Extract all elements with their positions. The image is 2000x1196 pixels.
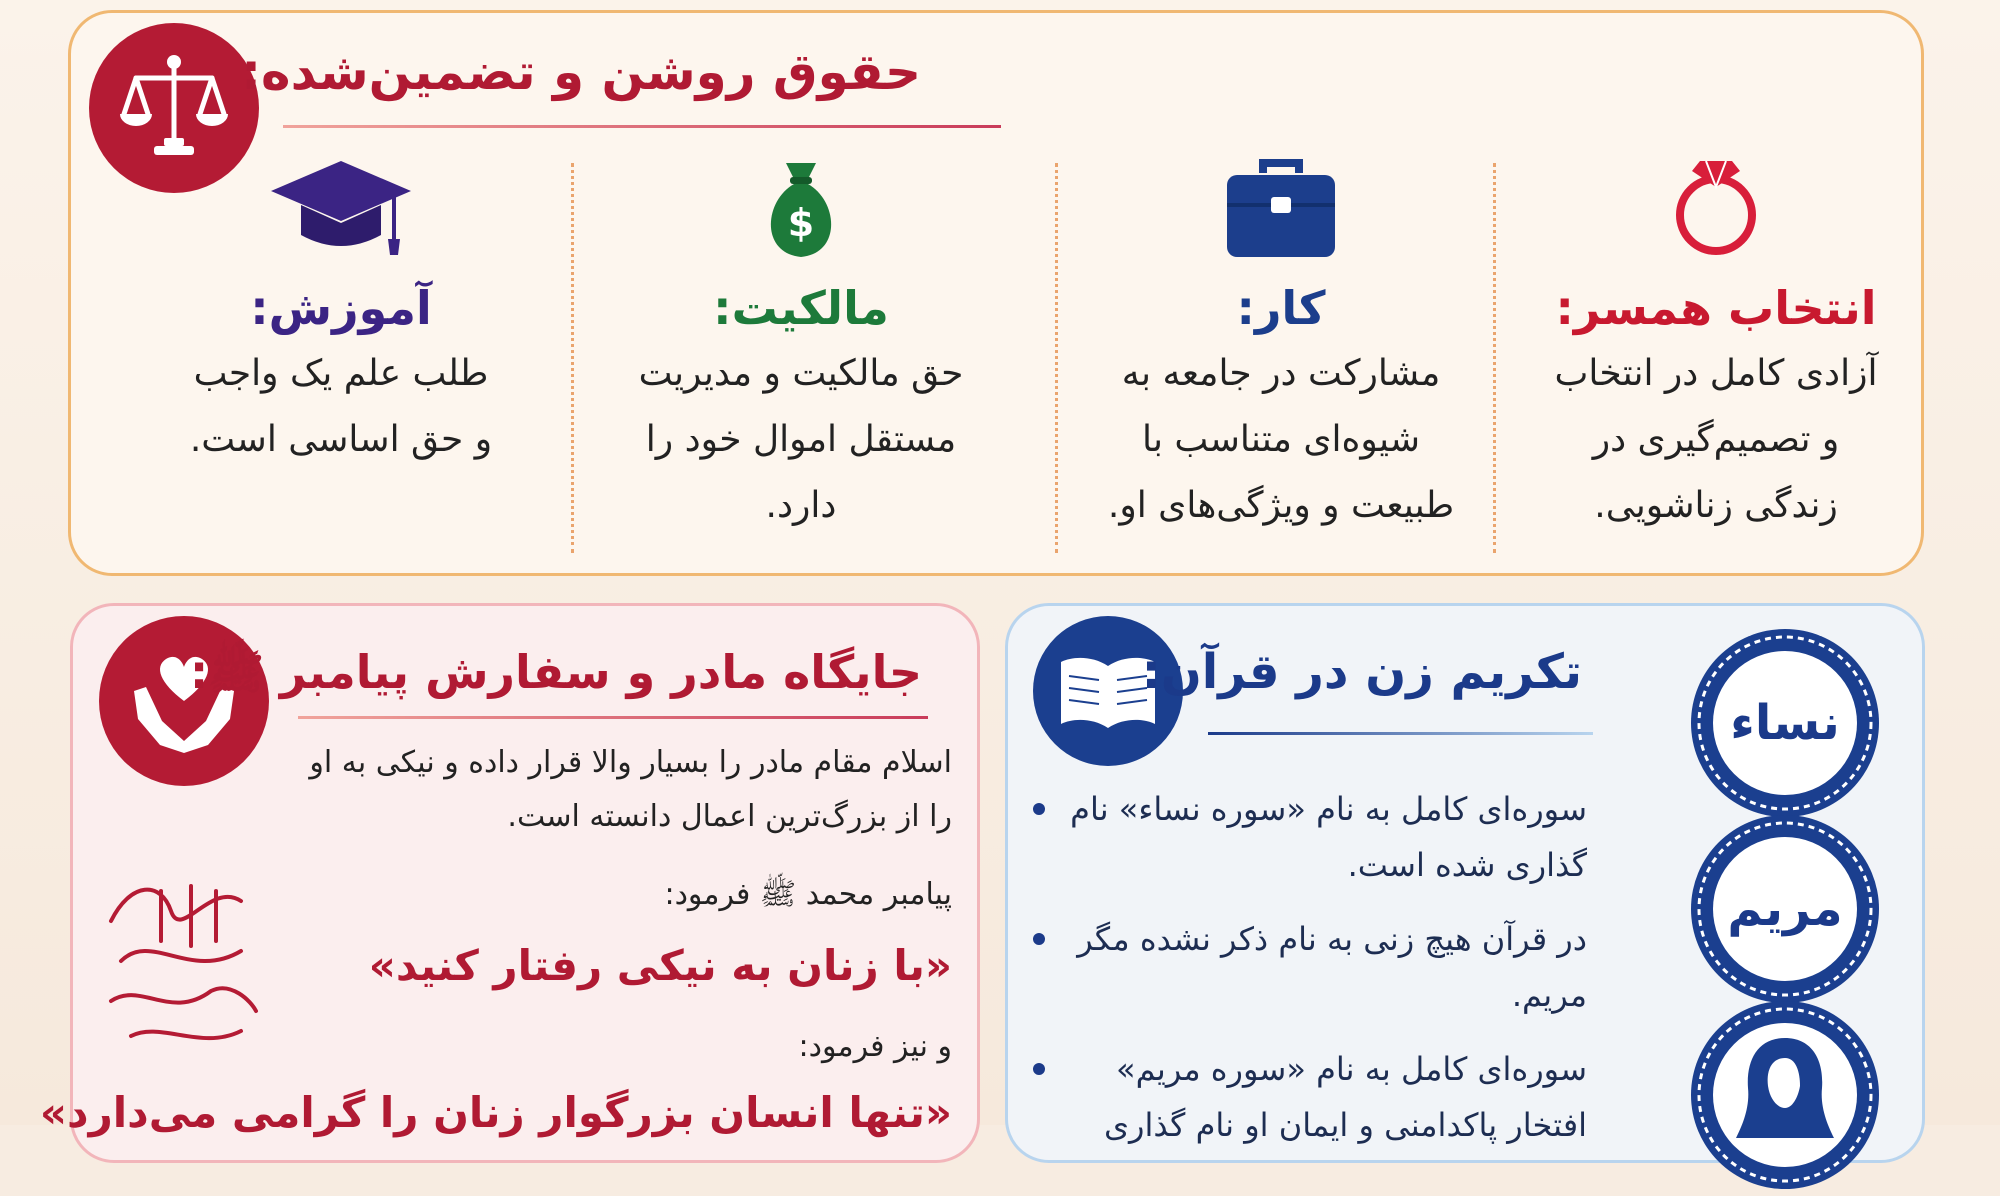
bullet-icon — [1033, 1063, 1045, 1075]
quran-points — [1027, 781, 1587, 1171]
right-item-work — [1081, 143, 1481, 563]
quran-title: تکریم زن در قرآن: — [1141, 644, 1582, 700]
list-item — [1027, 911, 1587, 1023]
right-label: آموزش: — [250, 281, 432, 335]
graduation-cap-icon — [141, 143, 541, 263]
ring-icon — [1531, 143, 1901, 263]
desc-line: شیوه‌ای متناسب با — [1141, 419, 1421, 460]
desc-line: و تصمیم‌گیری در — [1592, 419, 1840, 460]
desc-line: طلب علم یک واجب — [193, 353, 489, 394]
desc-line: زندگی زناشویی. — [1594, 485, 1838, 526]
rights-columns — [141, 143, 1921, 563]
right-item-ownership — [601, 143, 1001, 563]
right-label: کار: — [1236, 281, 1326, 335]
prophet-said-label: پیامبر محمد ﷺ فرمود: — [664, 877, 952, 912]
column-divider — [1055, 163, 1058, 553]
bullet-icon — [1033, 933, 1045, 945]
column-divider — [571, 163, 574, 553]
desc-line: مشارکت در جامعه به — [1121, 353, 1441, 394]
title-underline — [298, 716, 928, 719]
desc-line: دارد. — [765, 485, 837, 526]
mother-panel — [39, 603, 980, 1163]
point-text: سوره‌ای کامل به نام «سوره مریم» افتخار پاکدامنی و ایمان او نام گذاری — [1103, 1050, 1587, 1144]
also-said-label: و نیز فرمود: — [798, 1029, 952, 1064]
mother-title: جایگاه مادر و سفارش پیامبر ﷺ: — [189, 645, 922, 699]
medallion-label: نساء — [1730, 695, 1840, 751]
rights-panel — [68, 10, 1924, 576]
right-label: انتخاب همسر: — [1555, 281, 1877, 335]
muhammad-calligraphy — [91, 861, 271, 1061]
bullet-icon — [1033, 803, 1045, 815]
medallion-maryam — [1688, 812, 1882, 1006]
right-item-spouse — [1531, 143, 1901, 563]
quran-panel — [1005, 603, 1925, 1163]
column-divider — [1493, 163, 1496, 553]
list-item — [1027, 1041, 1587, 1153]
hadith-quote-1: «با زنان به نیکی رفتار کنید» — [368, 941, 952, 990]
mother-intro: اسلام مقام مادر را بسیار والا قرار داده و نیکی به او را از بزرگ‌ترین اعمال دانسته است. — [309, 745, 952, 834]
point-text: سوره‌ای کامل به نام «سوره نساء» نام گذاری شده است. — [1070, 790, 1587, 884]
svg-text:$: $ — [787, 201, 815, 245]
veiled-woman-icon — [1688, 998, 1882, 1192]
right-label: مالکیت: — [713, 281, 889, 335]
medallion-nisa — [1688, 626, 1882, 820]
briefcase-icon — [1081, 143, 1481, 263]
right-description — [1531, 341, 1901, 539]
desc-line: طبیعت و ویژگی‌های او. — [1107, 485, 1455, 526]
hadith-quote-2: «تنها انسان بزرگوار زنان را گرامی می‌دارد» — [39, 1088, 952, 1137]
medallion-label: مریم — [1727, 881, 1843, 937]
title-underline — [283, 125, 1001, 128]
medallion-woman — [1688, 998, 1882, 1192]
desc-line: آزادی کامل در انتخاب — [1554, 353, 1878, 394]
right-description — [601, 341, 1001, 539]
point-text: در قرآن هیچ زنی به نام ذکر نشده مگر مریم. — [1077, 920, 1587, 1014]
list-item — [1027, 781, 1587, 893]
right-item-education — [141, 143, 541, 563]
money-bag-icon — [601, 143, 1001, 263]
desc-line: مستقل اموال خود را — [645, 419, 957, 460]
right-description — [1081, 341, 1481, 539]
desc-line: و حق اساسی است. — [189, 419, 493, 460]
title-underline — [1208, 732, 1593, 735]
desc-line: حق مالکیت و مدیریت — [638, 353, 964, 394]
rights-title: حقوق روشن و تضمین‌شده: — [241, 43, 921, 101]
right-description — [141, 341, 541, 473]
